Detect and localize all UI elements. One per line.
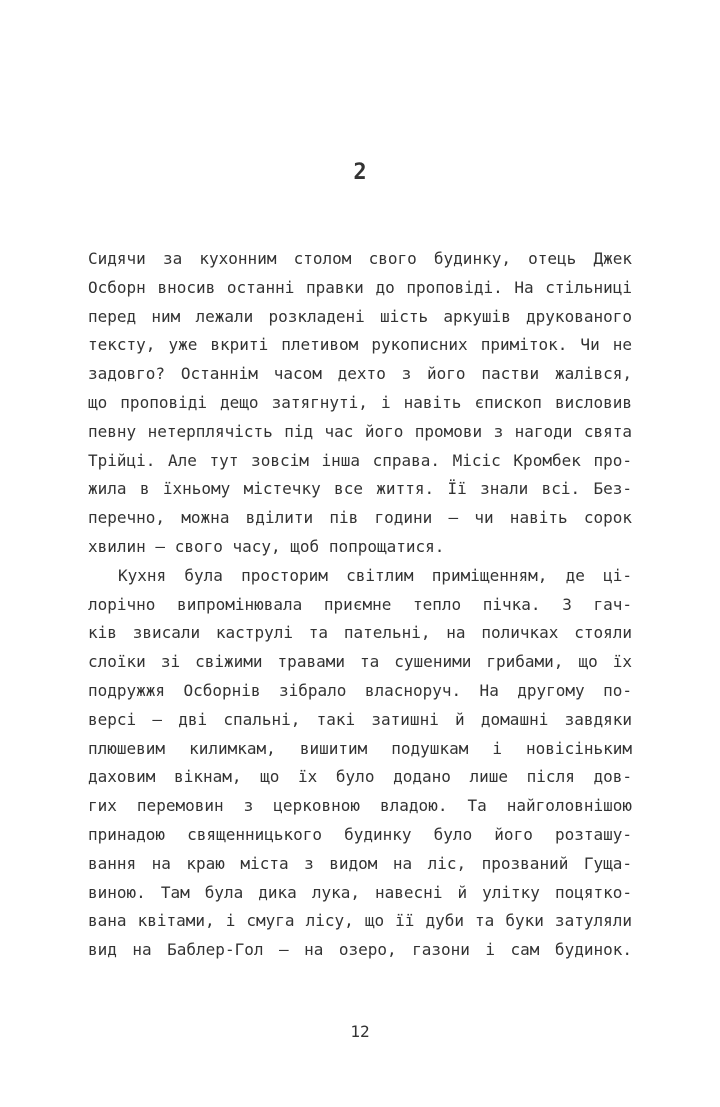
- text-line: що проповіді дещо затягнуті, і навіть єпископ висловив: [88, 392, 632, 412]
- text-line: Осборн вносив останні правки до проповіді. На стільниці: [88, 277, 632, 297]
- text-line: Сидячи за кухонним столом свого будинку, отець Джек: [88, 249, 632, 268]
- text-line: плюшевим килимкам, вишитим подушкам і новісіньким: [88, 738, 632, 758]
- body-text: [88, 245, 632, 965]
- text-line: принадою священницького будинку було його розташу-: [88, 824, 632, 844]
- text-line: перед ним лежали розкладені шість аркушів друкованого: [88, 306, 632, 326]
- text-line: тексту, уже вкриті плетивом рукописних приміток. Чи не: [88, 335, 632, 355]
- text-line: вана квітами, і смуга лісу, що її дуби та буки затуляли: [88, 911, 632, 931]
- text-line: гих перемовин з церковною владою. Та найголовнішою: [88, 796, 632, 816]
- text-line: вид на Баблер-Гол — на озеро, газони і сам будинок.: [88, 940, 632, 960]
- page-number: 12: [350, 1022, 370, 1041]
- text-line: подружжя Осборнів зібрало власноруч. На другому по-: [88, 680, 632, 700]
- text-line: задовго? Останнім часом дехто з його пастви жалівся,: [88, 364, 632, 384]
- text-line: даховим вікнам, що їх було додано лише після дов-: [88, 767, 632, 787]
- text-line: перечно, можна вділити пів години — чи навіть сорок: [88, 508, 632, 528]
- text-line: жила в їхньому містечку все життя. Її знали всі. Без-: [88, 479, 632, 499]
- text-line: хвилин — свого часу, щоб попрощатися.: [88, 536, 445, 556]
- text-line: Кухня була просторим світлим приміщенням, де ці-: [118, 565, 632, 585]
- text-line: версі — дві спальні, такі затишні й домашні завдяки: [88, 709, 632, 729]
- text-line: Трійці. Але тут зовсім інша справа. Місіс Кромбек про-: [88, 450, 632, 470]
- text-line: слоїки зі свіжими травами та сушеними грибами, що їх: [88, 652, 632, 672]
- chapter-number: 2: [353, 160, 367, 185]
- text-line: вання на краю міста з видом на ліс, прозваний Гуща-: [88, 853, 632, 873]
- text-line: ків звисали каструлі та пательні, на поличках стояли: [88, 623, 632, 643]
- text-line: виною. Там була дика лука, навесні й улітку поцятко-: [88, 882, 632, 902]
- text-line: певну нетерплячість під час його промови з нагоди свята: [88, 421, 632, 441]
- text-line: лорічно випромінювала приємне тепло пічка. З гач-: [88, 594, 632, 614]
